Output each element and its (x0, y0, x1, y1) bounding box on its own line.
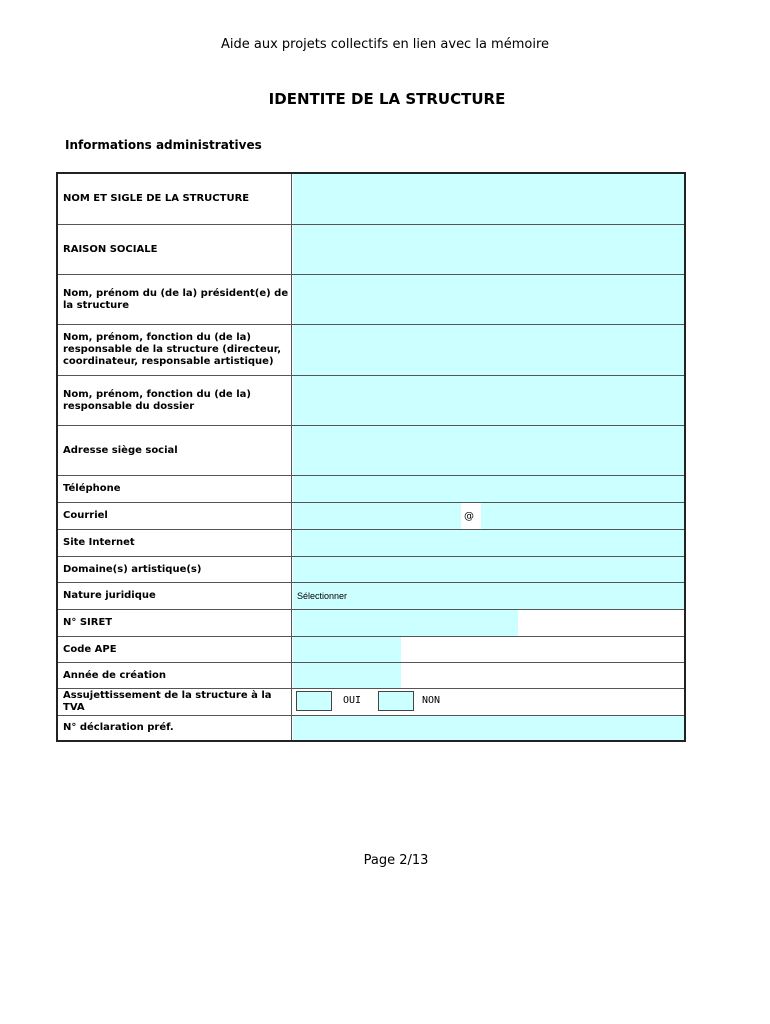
name-sigle-input[interactable] (293, 174, 684, 224)
field-label: RAISON SOCIALE (58, 225, 292, 274)
field-label: Domaine(s) artistique(s) (58, 557, 292, 582)
code-ape-input[interactable] (293, 637, 401, 662)
field-label: NOM ET SIGLE DE LA STRUCTURE (58, 174, 292, 224)
form-row-code-ape (58, 637, 684, 663)
president-input[interactable] (293, 275, 684, 324)
field-label: Courriel (58, 503, 292, 529)
field-label: N° SIRET (58, 610, 292, 636)
form-row-adresse (58, 426, 684, 476)
form-row-courriel (58, 503, 684, 530)
tva-non-label: NON (422, 695, 441, 706)
tva-non-checkbox[interactable] (378, 691, 414, 711)
tva-options (296, 689, 684, 715)
form-row-site-internet (58, 530, 684, 557)
field-label: Code APE (58, 637, 292, 662)
annee-creation-input[interactable] (293, 663, 401, 688)
field-label: Nom, prénom, fonction du (de la) responsable de la structure (directeur, coordinateur, responsable artistique) (58, 325, 292, 375)
field-label: Année de création (58, 663, 292, 688)
responsable-dossier-input[interactable] (293, 376, 684, 425)
telephone-input[interactable] (293, 476, 684, 502)
form-row-domaines (58, 557, 684, 583)
field-label: Nom, prénom, fonction du (de la) responsable du dossier (58, 376, 292, 425)
raison-sociale-input[interactable] (293, 225, 684, 274)
identity-form (56, 172, 686, 742)
form-row-name-sigle (58, 174, 684, 225)
declaration-pref-input[interactable] (293, 716, 684, 740)
site-internet-input[interactable] (293, 530, 684, 556)
page-number: Page 2/13 (363, 853, 429, 868)
at-symbol: @ (461, 503, 481, 529)
responsable-structure-input[interactable] (293, 325, 684, 375)
form-row-annee-creation (58, 663, 684, 689)
courriel-input[interactable] (293, 503, 684, 529)
select-value: Sélectionner (297, 591, 348, 601)
form-row-nature-juridique (58, 583, 684, 610)
form-row-declaration-pref (58, 716, 684, 740)
siret-input[interactable] (293, 610, 518, 636)
field-label: N° déclaration préf. (58, 716, 292, 740)
field-label: Téléphone (58, 476, 292, 502)
document-header: Aide aux projets collectifs en lien avec la mémoire (220, 37, 549, 52)
tva-oui-label: OUI (343, 695, 362, 706)
page-title: IDENTITE DE LA STRUCTURE (268, 90, 506, 108)
field-label: Nom, prénom du (de la) président(e) de la structure (58, 275, 292, 324)
field-label: Adresse siège social (58, 426, 292, 475)
field-label: Site Internet (58, 530, 292, 556)
adresse-input[interactable] (293, 426, 684, 475)
form-row-responsable-structure (58, 325, 684, 376)
field-label: Nature juridique (58, 583, 292, 609)
form-row-raison-sociale (58, 225, 684, 275)
form-row-telephone (58, 476, 684, 503)
form-row-responsable-dossier (58, 376, 684, 426)
form-row-tva (58, 689, 684, 716)
section-title: Informations administratives (65, 138, 262, 152)
form-row-president (58, 275, 684, 325)
field-label: Assujettissement de la structure à la TVA (58, 689, 292, 715)
tva-oui-checkbox[interactable] (296, 691, 332, 711)
form-row-siret (58, 610, 684, 637)
nature-juridique-select[interactable] (293, 583, 684, 609)
domaines-input[interactable] (293, 557, 684, 582)
